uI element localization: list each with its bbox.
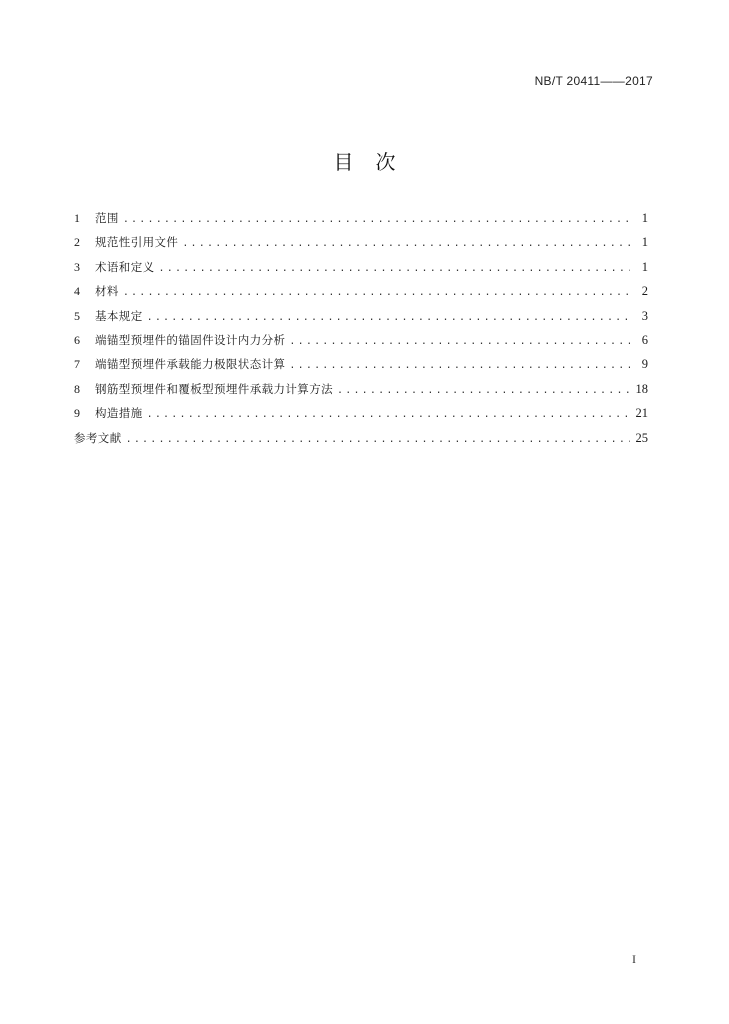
toc-dot-leader bbox=[147, 306, 630, 330]
toc-entry-number: 6 bbox=[74, 332, 80, 347]
toc-entry-page: 9 bbox=[641, 357, 648, 372]
toc-dot-leader bbox=[123, 208, 630, 232]
toc-entry-label: 端锚型预埋件承载能力极限状态计算 bbox=[95, 357, 286, 372]
toc-entry-page: 2 bbox=[641, 284, 648, 299]
toc-entry-number: 9 bbox=[74, 406, 80, 421]
page-number: I bbox=[632, 952, 636, 966]
toc-entry-label: 参考文献 bbox=[74, 430, 122, 445]
toc-entry-detailing-measures[interactable] bbox=[74, 401, 648, 425]
toc-entry-label: 端锚型预埋件的锚固件设计内力分析 bbox=[95, 332, 286, 347]
toc-entry-number: 5 bbox=[74, 308, 80, 323]
toc-entry-page: 1 bbox=[641, 211, 648, 225]
toc-entry-bearing-capacity-method[interactable] bbox=[74, 377, 648, 401]
toc-dot-leader bbox=[289, 354, 630, 378]
toc-dot-leader bbox=[147, 403, 630, 427]
page-title: 目次 bbox=[333, 150, 418, 174]
toc-entry-internal-force-analysis[interactable] bbox=[74, 328, 648, 352]
toc-entry-page: 1 bbox=[641, 259, 648, 274]
toc-entry-label: 规范性引用文件 bbox=[95, 235, 179, 250]
toc-entry-page: 3 bbox=[641, 308, 648, 323]
toc-dot-leader bbox=[123, 281, 630, 305]
toc-dot-leader bbox=[337, 379, 630, 403]
toc-entry-materials[interactable] bbox=[74, 279, 648, 303]
toc-entry-label: 术语和定义 bbox=[95, 259, 155, 274]
toc-entry-number: 8 bbox=[74, 381, 80, 396]
toc-entry-label: 基本规定 bbox=[95, 308, 143, 323]
toc-entry-page: 6 bbox=[641, 332, 648, 347]
toc-dot-leader bbox=[182, 232, 630, 256]
table-of-contents bbox=[74, 206, 648, 450]
toc-entry-page: 1 bbox=[641, 235, 648, 250]
toc-entry-number: 4 bbox=[74, 284, 80, 299]
toc-entry-label: 材料 bbox=[95, 284, 119, 299]
toc-entry-basic-provisions[interactable] bbox=[74, 304, 648, 328]
toc-entry-ultimate-limit-state[interactable] bbox=[74, 352, 648, 376]
toc-entry-normative-references[interactable] bbox=[74, 230, 648, 254]
toc-entry-number: 3 bbox=[74, 259, 80, 274]
toc-entry-page: 25 bbox=[635, 430, 648, 445]
toc-entry-page: 18 bbox=[635, 381, 648, 396]
standard-code: NB/T 20411——2017 bbox=[534, 74, 653, 88]
toc-entry-page: 21 bbox=[635, 406, 648, 421]
toc-entry-scope[interactable] bbox=[74, 206, 648, 230]
toc-dot-leader bbox=[289, 330, 630, 354]
toc-entry-number: 7 bbox=[74, 357, 80, 372]
toc-entry-label: 范围 bbox=[95, 211, 119, 225]
toc-dot-leader bbox=[159, 257, 631, 281]
toc-entry-terms-definitions[interactable] bbox=[74, 255, 648, 279]
toc-entry-number: 1 bbox=[74, 211, 80, 225]
toc-dot-leader bbox=[126, 428, 630, 452]
toc-entry-label: 构造措施 bbox=[95, 406, 143, 421]
toc-entry-bibliography[interactable] bbox=[74, 426, 648, 450]
toc-entry-number: 2 bbox=[74, 235, 80, 250]
toc-entry-label: 钢筋型预埋件和覆板型预埋件承载力计算方法 bbox=[95, 381, 333, 396]
